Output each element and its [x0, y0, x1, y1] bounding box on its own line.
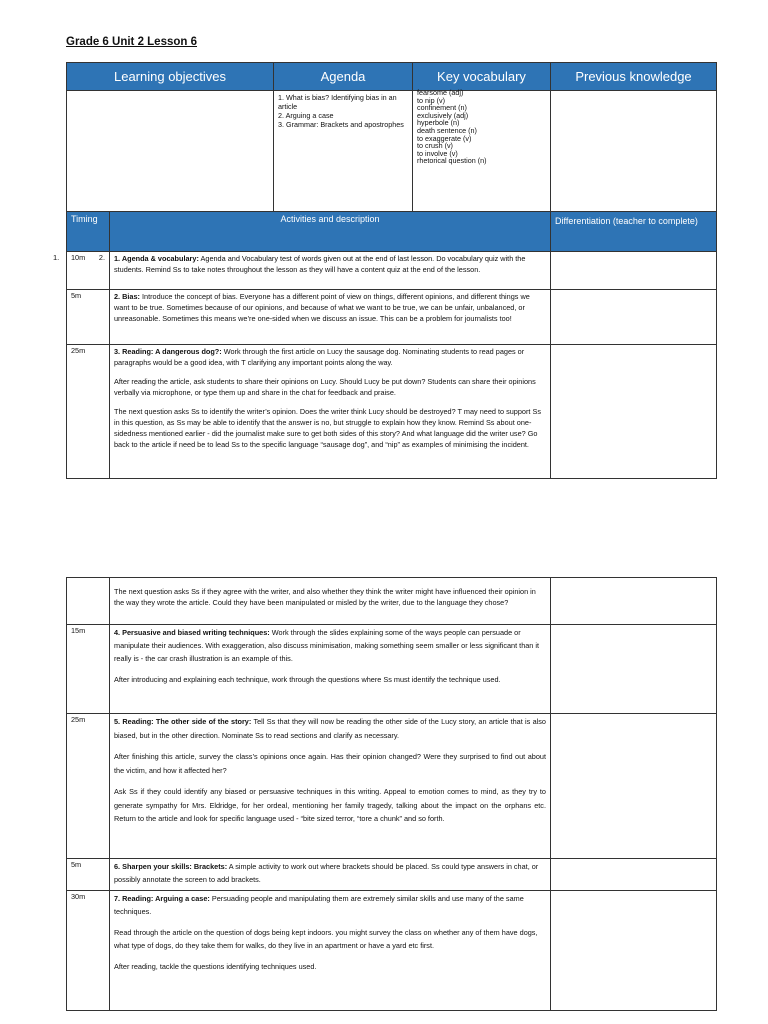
- activity-cell: [110, 891, 551, 1011]
- activity-text: Work through the first article on Lucy the sausage dog. Nominating students to read pages or paragraphs would be a good idea, with T clarifying any important points along the way.: [114, 347, 525, 367]
- vocabulary-item: to involve (v): [417, 148, 458, 158]
- activity-cell: [110, 625, 551, 714]
- activity-cell: [110, 290, 551, 345]
- activity-heading: 2. Bias:: [114, 292, 140, 301]
- activity-cell: [110, 714, 551, 859]
- activity-paragraph: Read through the article on the question of dogs being kept indoors. you might survey the class on whether any of them have dogs, what type of dogs, do they take them for walks, do they live in an apartment or have a yard etc first.: [114, 928, 538, 950]
- differentiation-cell: [551, 891, 717, 1011]
- activity-heading: 6. Sharpen your skills: Brackets:: [114, 862, 228, 871]
- activity-heading: 4. Persuasive and biased writing techniques:: [114, 628, 270, 637]
- table-row: [67, 290, 717, 345]
- agenda-cell: [274, 91, 413, 212]
- agenda-item: 2. Arguing a case: [278, 111, 334, 120]
- table-row: [67, 714, 717, 859]
- differentiation-cell: [551, 625, 717, 714]
- timing-value: 10m: [71, 253, 86, 262]
- activity-cell: [110, 345, 551, 479]
- vocabulary-item: exclusively (adj): [417, 110, 469, 120]
- activity-cell: [110, 578, 551, 625]
- activity-text: Agenda and Vocabulary test of words given out at the end of last lesson. Do vocabulary quiz with the students. Remind Ss to take notes throughout the lesson as they will have a content quiz at the end of the lesson.: [114, 254, 526, 274]
- timing-cell: [67, 625, 110, 714]
- differentiation-cell: [551, 252, 717, 290]
- header-key-vocabulary: Key vocabulary: [413, 63, 551, 91]
- vocabulary-item: death sentence (n): [417, 125, 477, 135]
- activity-heading: 3. Reading: A dangerous dog?:: [114, 347, 222, 356]
- activity-paragraph: After finishing this article, survey the class’s opinions once again. Has their opinion changed? Were they surprised to find out about the victim, and how it affected her?: [114, 752, 546, 775]
- document-title: Grade 6 Unit 2 Lesson 6: [66, 36, 198, 48]
- activity-heading: 1. Agenda & vocabulary:: [114, 254, 199, 263]
- timing-value: 30m: [71, 892, 86, 901]
- key-vocabulary-cell: [413, 91, 551, 212]
- table-row: [67, 859, 717, 891]
- vocabulary-item: hyperbole (n): [417, 118, 460, 128]
- timing-cell: [67, 290, 110, 345]
- activity-paragraph: The next question asks Ss if they agree with the writer, and also whether they think the writer might have influenced their opinion in the way they wrote the article. Could they have been manipulated or misled by the writer, due to the language they chose?: [114, 587, 536, 607]
- table-row: [67, 891, 717, 1011]
- timing-cell: [67, 252, 110, 290]
- activity-heading: 5. Reading: The other side of the story:: [114, 717, 252, 726]
- activity-paragraph: The next question asks Ss to identify the writer’s opinion. Does the writer think Lucy should be destroyed? T may need to support Ss in this question, as Ss may be able to identify that the answer is no, but struggle to explain how they know. Remind Ss about one-sidedness mentioned earlier - did the journalist make sure to get both sides of this story? And what language did the writer use? Go back to the article if need be to lead Ss to the specific language “sausage dog”, and “nip” as examples of minimising the incident.: [114, 407, 541, 449]
- learning-objectives-cell: [67, 91, 274, 212]
- previous-knowledge-cell: [551, 91, 717, 212]
- activity-paragraph: After reading, tackle the questions identifying techniques used.: [114, 962, 317, 971]
- activity-text: Work through the slides explaining some of the ways people can persuade or manipulate their audiences. With exaggeration, also discuss minimisation, making something seem smaller or less significant than it really is - the car crash illustration is an example of this.: [114, 628, 540, 663]
- activities-table: [66, 211, 717, 479]
- timing-value: 25m: [71, 346, 86, 355]
- activity-paragraph: Ask Ss if they could identify any biased or persuasive techniques in this writing. Appeal to emotion comes to mind, as they try to generate sympathy for Mrs. Eldridge, for her ordeal, mentioning her family tragedy, talking about the impact on the orphans etc. Return to the article and look for specific language used - “bite sized terror, “tore a chunk” and so forth.: [114, 787, 546, 823]
- row-number: 1.: [53, 253, 60, 262]
- header-timing: Timing: [67, 212, 110, 252]
- timing-cell: [67, 578, 110, 625]
- timing-value: 15m: [71, 626, 86, 635]
- agenda-item: 1. What is bias? Identifying bias in an article: [278, 93, 397, 111]
- differentiation-cell: [551, 578, 717, 625]
- timing-value: 5m: [71, 860, 82, 869]
- activities-table-continued: [66, 577, 717, 1011]
- activity-text: Introduce the concept of bias. Everyone has a different point of view on things, different opinions, and different things we want to be true. Sometimes because of our opinions, and because of what we want to be true, we can be unfair, unbalanced, or unreasonable. Sometimes this means we’re one-sided when we discuss an issue. This can be a problem for journalists too!: [114, 292, 530, 323]
- timing-cell: [67, 859, 110, 891]
- header-activities: Activities and description: [110, 212, 551, 252]
- activity-text: Persuading people and manipulating them are extremely similar skills and use many of the same techniques.: [114, 894, 524, 916]
- agenda-item: 3. Grammar: Brackets and apostrophes: [278, 120, 404, 129]
- timing-value: 25m: [71, 715, 86, 724]
- differentiation-cell: [551, 714, 717, 859]
- activity-text: A simple activity to work out where brackets should be placed. Ss could type answers in chat, or possibly annotate the screen to add brackets.: [114, 862, 539, 884]
- vocabulary-item: rhetorical question (n): [417, 156, 487, 166]
- activity-heading: 7. Reading: Arguing a case:: [114, 894, 210, 903]
- timing-cell: [67, 345, 110, 479]
- table-row: [67, 578, 717, 625]
- timing-cell: [67, 714, 110, 859]
- vocabulary-item: to nip (v): [417, 95, 445, 105]
- table-row: [67, 625, 717, 714]
- vocabulary-item: confinement (n): [417, 103, 467, 113]
- header-differentiation: Differentiation (teacher to complete): [551, 212, 717, 252]
- differentiation-cell: [551, 290, 717, 345]
- activity-cell: [110, 252, 551, 290]
- differentiation-cell: [551, 859, 717, 891]
- vocabulary-item: to crush (v): [417, 141, 453, 151]
- activity-text: Tell Ss that they will now be reading the other side of the Lucy story, an article that is also biased, but in the other direction. Nominate Ss to read sections and clarify as necessary.: [114, 717, 546, 740]
- header-agenda: Agenda: [274, 63, 413, 91]
- vocabulary-item: fearsome (adj): [417, 89, 464, 97]
- timing-value: 5m: [71, 291, 82, 300]
- vocabulary-item: to exaggerate (v): [417, 133, 472, 143]
- row-number-suffix: 2.: [98, 253, 105, 262]
- differentiation-cell: [551, 345, 717, 479]
- activity-cell: [110, 859, 551, 891]
- header-learning-objectives: Learning objectives: [67, 63, 274, 91]
- table-row: [67, 345, 717, 479]
- lesson-overview-table: [66, 62, 717, 212]
- header-previous-knowledge: Previous knowledge: [551, 63, 717, 91]
- table-row: [67, 252, 717, 290]
- timing-cell: [67, 891, 110, 1011]
- activity-paragraph: After introducing and explaining each technique, work through the questions where Ss must identify the technique used.: [114, 675, 501, 684]
- activity-paragraph: After reading the article, ask students to share their opinions on Lucy. Should Lucy be put down? Students can share their opinions verbally via microphone, or type them up and share in the chat for feedback and praise.: [114, 377, 536, 397]
